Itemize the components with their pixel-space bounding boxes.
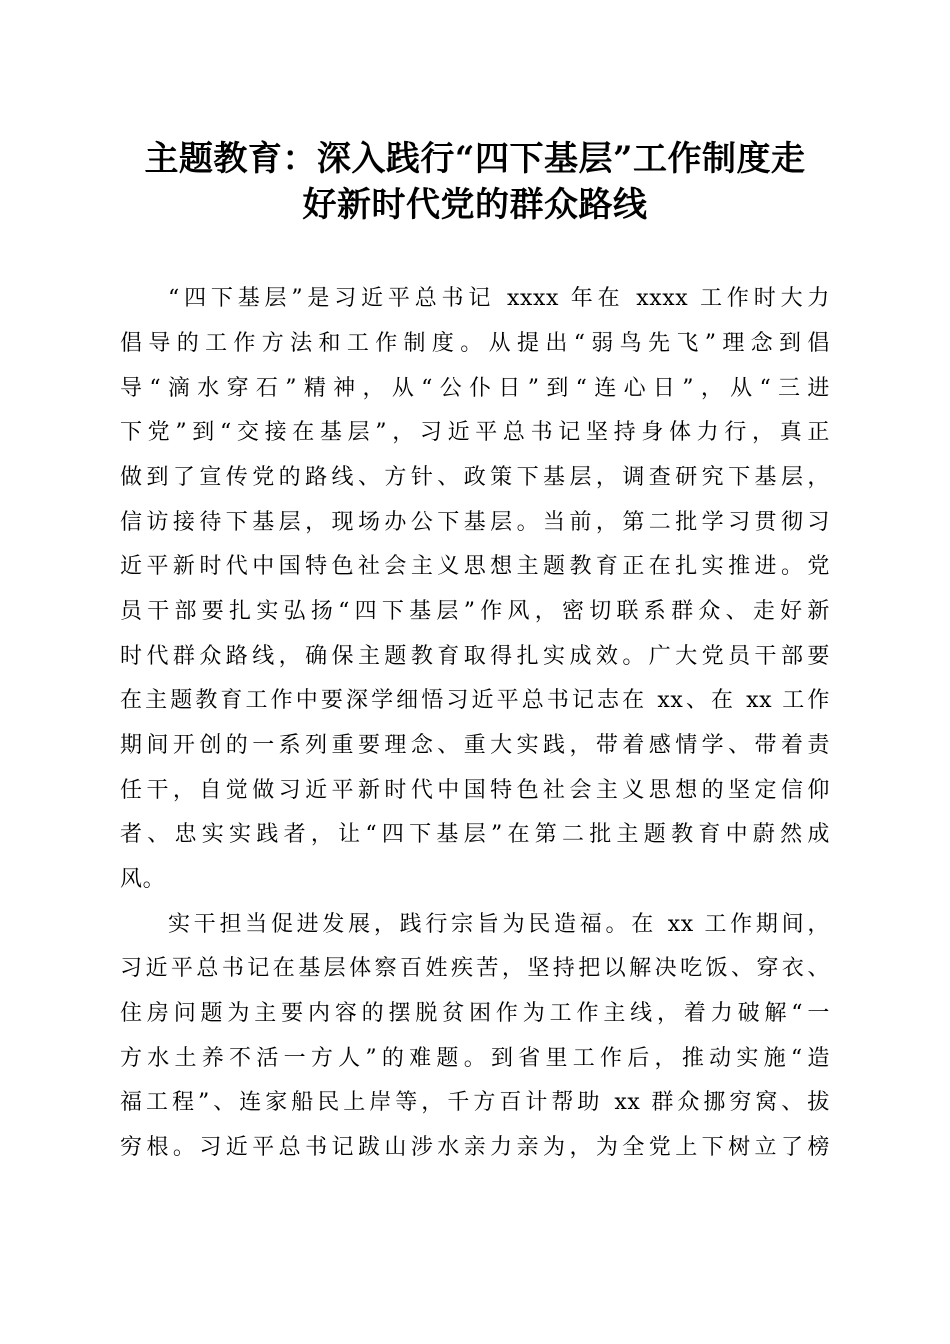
- paragraph-line: 住房问题为主要内容的摆脱贫困作为工作主线，着力破解“一: [120, 1001, 830, 1026]
- paragraph-line: 导“滴水穿石”精神，从“公仆日”到“连心日”，从“三进: [120, 376, 830, 401]
- document-title-line-1: 主题教育：深入践行“四下基层”工作制度走: [144, 139, 806, 179]
- paragraph-line: 时代群众路线，确保主题教育取得扎实成效。广大党员干部要: [120, 644, 830, 669]
- paragraph-line: 实干担当促进发展，践行宗旨为民造福。在 xx 工作期间，: [168, 912, 830, 937]
- paragraph-line: 在主题教育工作中要深学细悟习近平总书记志在 xx、在 xx 工作: [120, 688, 830, 713]
- paragraph-line: 习近平总书记在基层体察百姓疾苦，坚持把以解决吃饭、穿衣、: [120, 956, 830, 981]
- paragraph-line: 风。: [120, 867, 166, 892]
- paragraph-line: 者、忠实实践者，让“四下基层”在第二批主题教育中蔚然成: [120, 822, 830, 847]
- paragraph-line: 穷根。习近平总书记跋山涉水亲力亲为，为全党上下树立了榜: [120, 1135, 830, 1160]
- document-title-line-2: 好新时代党的群众路线: [302, 185, 648, 225]
- paragraph-line: 近平新时代中国特色社会主义思想主题教育正在扎实推进。党: [120, 554, 830, 579]
- paragraph-line: 期间开创的一系列重要理念、重大实践，带着感情学、带着责: [120, 733, 830, 758]
- paragraph-line: 方水土养不活一方人”的难题。到省里工作后，推动实施“造: [120, 1046, 830, 1071]
- paragraph-line: 做到了宣传党的路线、方针、政策下基层，调查研究下基层，: [120, 465, 830, 490]
- paragraph-line: 员干部要扎实弘扬“四下基层”作风，密切联系群众、走好新: [120, 599, 830, 624]
- paragraph-line: “四下基层”是习近平总书记 xxxx 年在 xxxx 工作时大力: [168, 286, 830, 311]
- paragraph-line: 福工程”、连家船民上岸等，千方百计帮助 xx 群众挪穷窝、拔: [120, 1090, 830, 1115]
- paragraph-line: 信访接待下基层，现场办公下基层。当前，第二批学习贯彻习: [120, 510, 830, 535]
- paragraph-line: 下党”到“交接在基层”，习近平总书记坚持身体力行，真正: [120, 420, 830, 445]
- paragraph-line: 任干，自觉做习近平新时代中国特色社会主义思想的坚定信仰: [120, 778, 830, 803]
- paragraph-line: 倡导的工作方法和工作制度。从提出“弱鸟先飞”理念到倡: [120, 331, 830, 356]
